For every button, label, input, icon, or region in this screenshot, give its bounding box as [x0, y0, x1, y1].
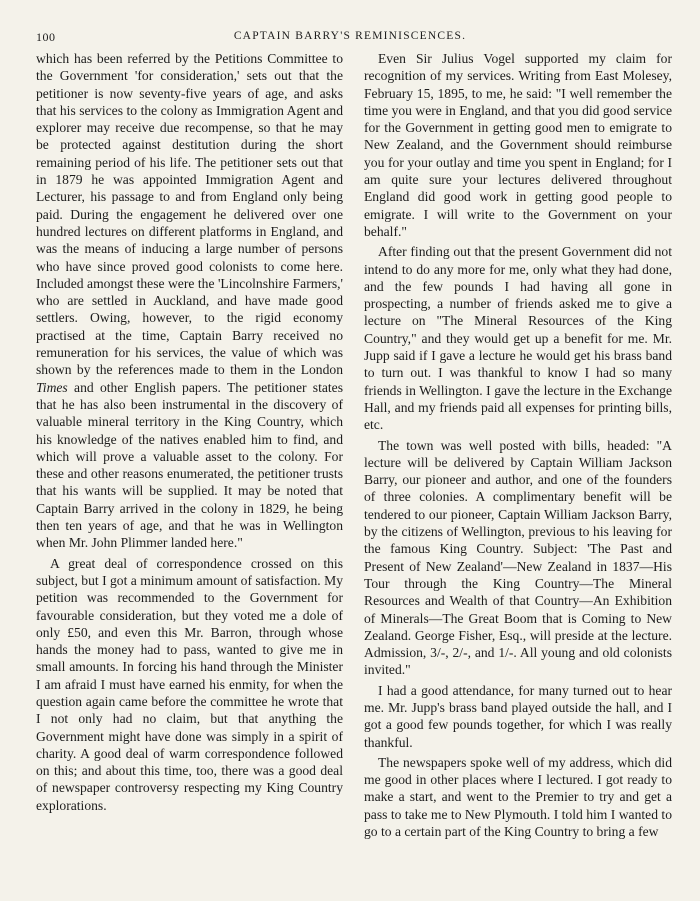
- running-head: CAPTAIN BARRY'S REMINISCENCES.: [233, 30, 467, 42]
- paragraph-petition-part-1: which has been referred by the Petitions Committee to the Government 'for consideration,' sets out that the petitioner is now seventy-five years of age, and asks that his services to the colony as Immigration Agent and explorer may receive due recompense, so that he may be protected against destitution during the short remaining period of his life. The petitioner sets out that in 1879 he was appointed Immigration Agent and Lecturer, his passage to and from England only being paid. During the engagement he delivered over one hundred lectures on different platforms in England, and was the means of inducing a large number of persons who have since proved good colonists to come here. Included amongst these were the 'Lincolnshire Farmers,' who are settled in Auckland, and have made good settlers. Owing, however, to the rigid economy practised at the time, Captain Barry received no remuneration for his services, the value of which was shown by the references made to them in the London: [36, 51, 343, 378]
- paragraph-correspondence: A great deal of correspondence crossed on this subject, but I got a minimum amount of satisfaction. My petition was recommended to the Government for favourable consideration, but they voted me a dole of only £50, and even this Mr. Barron, through whose hands the money had to pass, wanted to give me in small amounts. In forcing his hand through the Minister I am afraid I must have earned his enmity, for when the question again came before the committee he wrote that I not only had no claim, but that anything the Government might have done was simply in a spirit of charity. A good deal of warm correspondence followed on this; and about this time, too, there was a good deal of newspaper controversy respecting my King Country explorations.: [36, 555, 343, 813]
- paragraph-petition-part-2: and other English papers. The petitioner states that he has also been instrumental in the discovery of valuable mineral territory in the King Country, which his knowledge of the natives enabled him to find, and which will prove a valuable asset to the colony. For these and other reasons enumerated, the petitioner trusts that his wants will be supplied. It may be noted that Captain Barry arrived in the colony in 1829, he being then ten years of age, and that he was in Wellington when Mr. John Plimmer landed here.": [36, 379, 344, 551]
- right-column: [364, 50, 672, 840]
- paragraph-vogel-letter: Even Sir Julius Vogel supported my claim for recognition of my services. Writing from East Molesey, February 15, 1895, to me, he said: "I well remember the time you were in England, and that you did good service for the Government in getting good men to emigrate to New Zealand, and the Government should reimburse you for your outlay and time you spent in England; for I am quite sure your lectures delivered throughout England did good work in getting good people to emigrate. I will write to the Government on your behalf.": [364, 51, 672, 239]
- times-newspaper-title: Times: [36, 379, 68, 395]
- page-number: 100: [36, 30, 56, 44]
- paragraph-benefit-lecture: After finding out that the present Government did not intend to do any more for me, only what they had done, and the few pounds I had having all gone in prospecting, a number of friends asked me to give a lecture on "The Mineral Resources of the King Country," and they would get up a benefit for me. Mr. Jupp said if I gave a lecture he would get his brass band to turn out. I was thankful to know I had so many friends in Wellington. I gave the lecture in the Exchange Hall, and my friends paid all expenses for printing bills, etc.: [364, 244, 672, 433]
- left-column: [36, 50, 343, 814]
- paragraph-petition: [36, 50, 343, 552]
- paragraph-lecture-bills: The town was well posted with bills, headed: "A lecture will be delivered by Captain William Jackson Barry, our pioneer and author, and one of the founders of three colonies. A complimentary benefit will be tendered to our pioneer, Captain William Jackson Barry, by the citizens of Wellington, previous to his leaving for the famous King Country. Subject: 'The Past and Present of New Zealand'—New Zealand in 1837—His Tour through the King Country—The Mineral Resources and Wealth of that Country—An Exhibition of Minerals—The Great Boom that is Coming to New Zealand. George Fisher, Esq., will preside at the lecture. Admission, 3/-, 2/-, and 1/-. All young and old colonists invited.": [364, 437, 672, 678]
- paragraph-attendance: I had a good attendance, for many turned out to hear me. Mr. Jupp's brass band played outside the hall, and I got a good few pounds together, for which I was really thankful.: [364, 682, 672, 750]
- paragraph-newspapers: The newspapers spoke well of my address, which did me good in other places where I lectured. I got ready to make a start, and went to the Premier to try and get a pass to take me to New Plymouth. I told him I wanted to go to a certain part of the King Country to bring a few: [364, 754, 672, 840]
- page-header: [36, 30, 664, 50]
